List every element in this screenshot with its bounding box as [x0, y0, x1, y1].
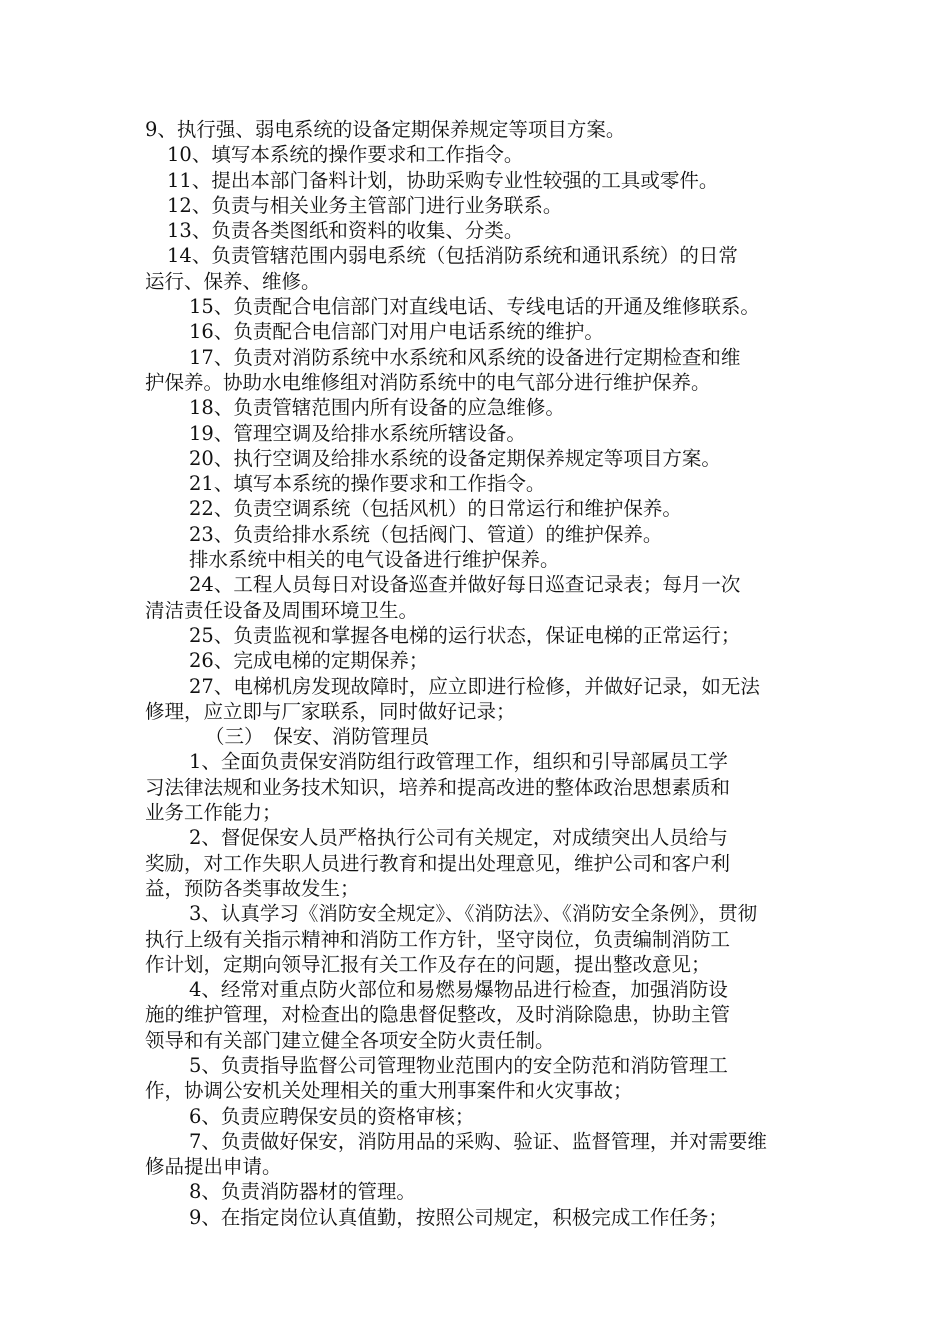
text-line: 27、电梯机房发现故障时，应立即进行检修，并做好记录，如无法 — [189, 674, 760, 698]
text-line: 24、工程人员每日对设备巡查并做好每日巡查记录表；每月一次 — [189, 573, 741, 597]
text-line: 18、负责管辖范围内所有设备的应急维修。 — [189, 396, 565, 420]
text-line: 6、负责应聘保安员的资格审核； — [189, 1104, 475, 1128]
text-line: 11、提出本部门备料计划，协助采购专业性较强的工具或零件。 — [167, 168, 719, 192]
text-line: 习法律法规和业务技术知识，培养和提高改进的整体政治思想素质和 — [145, 775, 731, 799]
text-line: 19、管理空调及给排水系统所辖设备。 — [189, 421, 526, 445]
text-line: 排水系统中相关的电气设备进行维护保养。 — [189, 548, 560, 572]
text-line: 2、督促保安人员严格执行公司有关规定，对成绩突出人员给与 — [189, 826, 728, 850]
text-line: 4、经常对重点防火部位和易燃易爆物品进行检查，加强消防设 — [189, 978, 728, 1002]
text-line: 7、负责做好保安，消防用品的采购、验证、监督管理，并对需要维 — [189, 1129, 767, 1153]
text-line: 奖励，对工作失职人员进行教育和提出处理意见，维护公司和客户利 — [145, 851, 731, 875]
text-line: 17、负责对消防系统中水系统和风系统的设备进行定期检查和维 — [189, 345, 741, 369]
text-line: 23、负责给排水系统（包括阀门、管道）的维护保养。 — [189, 522, 663, 546]
text-line: 26、完成电梯的定期保养； — [189, 649, 429, 673]
text-line: 益，预防各类事故发生； — [145, 876, 360, 900]
text-line: 22、负责空调系统（包括风机）的日常运行和维护保养。 — [189, 497, 682, 521]
text-line: 施的维护管理，对检查出的隐患督促整改，及时消除隐患，协助主管 — [145, 1003, 731, 1027]
text-line: 10、填写本系统的操作要求和工作指令。 — [167, 143, 524, 167]
text-line: 运行、保养、维修。 — [145, 269, 321, 293]
text-line: 领导和有关部门建立健全各项安全防火责任制。 — [145, 1028, 555, 1052]
text-line: 13、负责各类图纸和资料的收集、分类。 — [167, 219, 524, 243]
text-line: 14、负责管辖范围内弱电系统（包括消防系统和通讯系统）的日常 — [167, 244, 738, 268]
text-line: 作，协调公安机关处理相关的重大刑事案件和火灾事故； — [145, 1079, 633, 1103]
text-line: 9、在指定岗位认真值勤，按照公司规定，积极完成工作任务； — [189, 1205, 728, 1229]
text-line: 执行上级有关指示精神和消防工作方针，坚守岗位，负责编制消防工 — [145, 927, 731, 951]
document-page — [145, 117, 825, 1230]
text-line: 清洁责任设备及周围环境卫生。 — [145, 598, 419, 622]
text-line: 12、负责与相关业务主管部门进行业务联系。 — [167, 193, 563, 217]
text-line: 作计划，定期向领导汇报有关工作及存在的问题，提出整改意见； — [145, 952, 711, 976]
text-line: 5、负责指导监督公司管理物业范围内的安全防范和消防管理工 — [189, 1053, 728, 1077]
text-line: 修品提出申请。 — [145, 1155, 282, 1179]
text-line: 业务工作能力； — [145, 801, 282, 825]
text-line: 20、执行空调及给排水系统的设备定期保养规定等项目方案。 — [189, 446, 721, 470]
text-line: 16、负责配合电信部门对用户电话系统的维护。 — [189, 320, 604, 344]
text-line: 1、全面负责保安消防组行政管理工作，组织和引导部属员工学 — [189, 750, 728, 774]
text-line: 21、填写本系统的操作要求和工作指令。 — [189, 472, 546, 496]
text-line: 3、认真学习《消防安全规定》、《消防法》、《消防安全条例》，贯彻 — [189, 902, 758, 926]
text-line: 8、负责消防器材的管理。 — [189, 1180, 416, 1204]
text-line: 护保养。协助水电维修组对消防系统中的电气部分进行维护保养。 — [145, 370, 711, 394]
text-line: 15、负责配合电信部门对直线电话、专线电话的开通及维修联系。 — [189, 295, 760, 319]
text-line: 25、负责监视和掌握各电梯的运行状态，保证电梯的正常运行； — [189, 623, 741, 647]
text-line: 修理，应立即与厂家联系，同时做好记录； — [145, 699, 516, 723]
text-line: 9、执行强、弱电系统的设备定期保养规定等项目方案。 — [145, 118, 626, 141]
text-line: （三） 保安、消防管理员 — [205, 725, 430, 749]
